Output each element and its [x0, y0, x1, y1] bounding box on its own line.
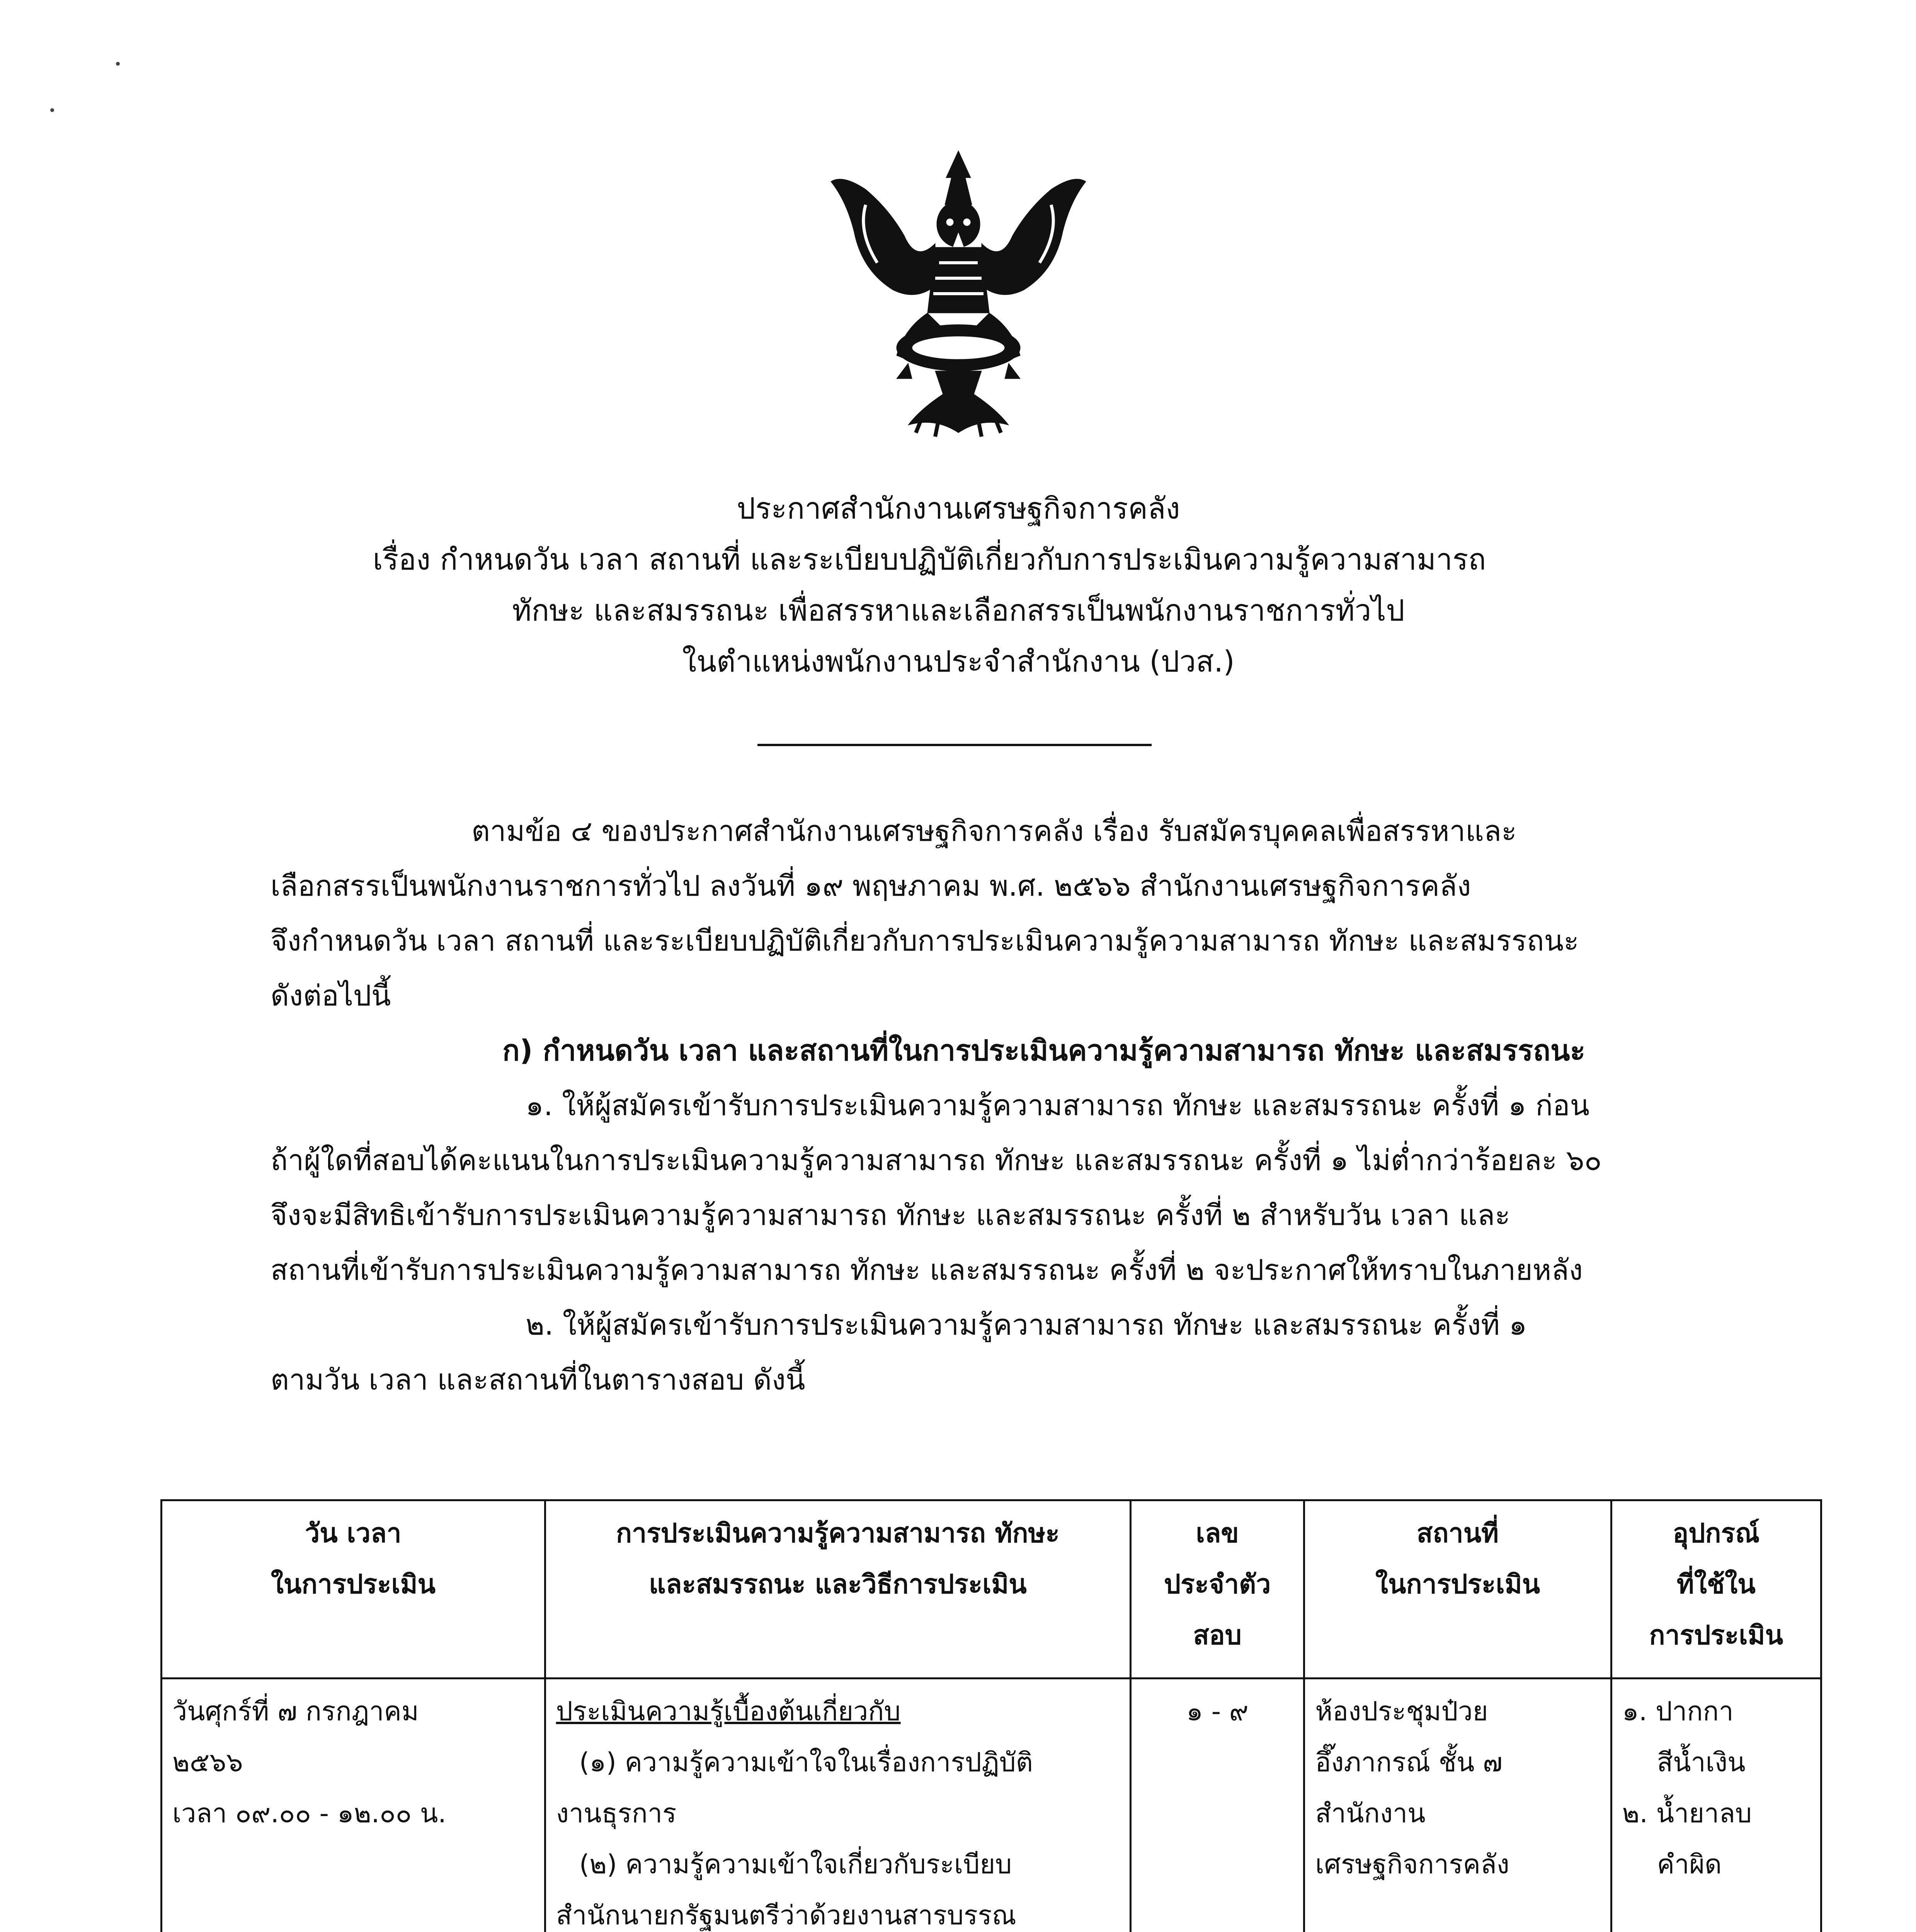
intro-line: จึงกำหนดวัน เวลา สถานที่ และระเบียบปฏิบัติเกี่ยวกับการประเมินความรู้ความสามารถ ทักษะ และสมรรถนะ — [271, 924, 1579, 957]
intro-line: ตามข้อ ๔ ของประกาศสำนักงานเศรษฐกิจการคลัง เรื่อง รับสมัครบุคคลเพื่อสรรหาและ — [471, 815, 1517, 848]
content-heading: ประเมินความรู้เบื้องต้นเกี่ยวกับ — [556, 1696, 901, 1727]
item1-line: สถานที่เข้ารับการประเมินความรู้ความสามารถ ทักษะ และสมรรถนะ ครั้งที่ ๒ จะประกาศให้ทราบในภายหลัง — [271, 1253, 1583, 1287]
cell-assessment: ประเมินความรู้เบื้องต้นเกี่ยวกับ (๑) ความรู้ความเข้าใจในเรื่องการปฏิบัติ งานธุรการ (๒) ความรู้ความเข้าใจเกี่ยวกับระเบียบ สำนักนายกรัฐมนตรีว่าด้วยงานสารบรรณ — [545, 1679, 1130, 1932]
header-venue: สถานที่ ในการประเมิน — [1304, 1500, 1611, 1679]
scan-speck — [50, 108, 54, 112]
header-equipment: อุปกรณ์ ที่ใช้ใน การประเมิน — [1611, 1500, 1821, 1679]
exam-schedule-table — [160, 1499, 1822, 1932]
item1-line: ถ้าผู้ใดที่สอบได้คะแนนในการประเมินความรู้ความสามารถ ทักษะ และสมรรถนะ ครั้งที่ ๑ ไม่ต่ำกว่าร้อยละ ๖๐ — [271, 1144, 1602, 1177]
announcement-subject: เรื่อง กำหนดวัน เวลา สถานที่ และระเบียบปฏิบัติเกี่ยวกับการประเมินความรู้ความสามารถ — [373, 542, 1486, 577]
section-a-heading: ก) กำหนดวัน เวลา และสถานที่ในการประเมินความรู้ความสามารถ ทักษะ และสมรรถนะ — [502, 1034, 1586, 1067]
item1-line: จึงจะมีสิทธิเข้ารับการประเมินความรู้ความสามารถ ทักษะ และสมรรถนะ ครั้งที่ ๒ สำหรับวัน เวลา และ — [271, 1199, 1510, 1232]
cell-datetime: วันศุกร์ที่ ๗ กรกฎาคม ๒๕๖๖ เวลา ๐๙.๐๐ - ๑๒.๐๐ น. — [162, 1679, 545, 1932]
cell-venue: ห้องประชุมป๋วย อึ๊งภากรณ์ ชั้น ๗ สำนักงาน เศรษฐกิจการคลัง — [1304, 1679, 1611, 1932]
table-row — [162, 1679, 1821, 1932]
announcement-body — [271, 804, 1747, 1407]
announcement-title: ประกาศสำนักงานเศรษฐกิจการคลัง — [737, 491, 1180, 526]
intro-line: ดังต่อไปนี้ — [271, 979, 391, 1012]
scan-speck — [116, 62, 120, 66]
header-datetime: วัน เวลา ในการประเมิน — [162, 1500, 545, 1679]
announcement-subject-line: ทักษะ และสมรรถนะ เพื่อสรรหาและเลือกสรรเป็นพนักงานราชการทั่วไป — [512, 593, 1405, 628]
intro-line: เลือกสรรเป็นพนักงานราชการทั่วไป ลงวันที่ ๑๙ พฤษภาคม พ.ศ. ๒๕๖๖ สำนักงานเศรษฐกิจการคลัง — [271, 869, 1471, 903]
table-header-row — [162, 1500, 1821, 1679]
cell-exam-id: ๑ - ๙ — [1131, 1679, 1304, 1932]
item2-line: ตามวัน เวลา และสถานที่ในตารางสอบ ดังนี้ — [271, 1363, 805, 1396]
cell-equipment: ๑. ปากกา สีน้ำเงิน ๒. น้ำยาลบ คำผิด — [1611, 1679, 1821, 1932]
item2-line: ๒. ให้ผู้สมัครเข้ารับการประเมินความรู้ความสามารถ ทักษะ และสมรรถนะ ครั้งที่ ๑ — [526, 1308, 1527, 1342]
announcement-header — [162, 483, 1754, 687]
header-assessment: การประเมินความรู้ความสามารถ ทักษะ และสมรรถนะ และวิธีการประเมิน — [545, 1500, 1130, 1679]
garuda-emblem-icon — [819, 147, 1098, 440]
item1-line: ๑. ให้ผู้สมัครเข้ารับการประเมินความรู้ความสามารถ ทักษะ และสมรรถนะ ครั้งที่ ๑ ก่อน — [526, 1089, 1590, 1122]
announcement-subject-line: ในตำแหน่งพนักงานประจำสำนักงาน (ปวส.) — [682, 644, 1235, 679]
header-exam-id: เลข ประจำตัว สอบ — [1131, 1500, 1304, 1679]
title-underline — [757, 744, 1152, 746]
